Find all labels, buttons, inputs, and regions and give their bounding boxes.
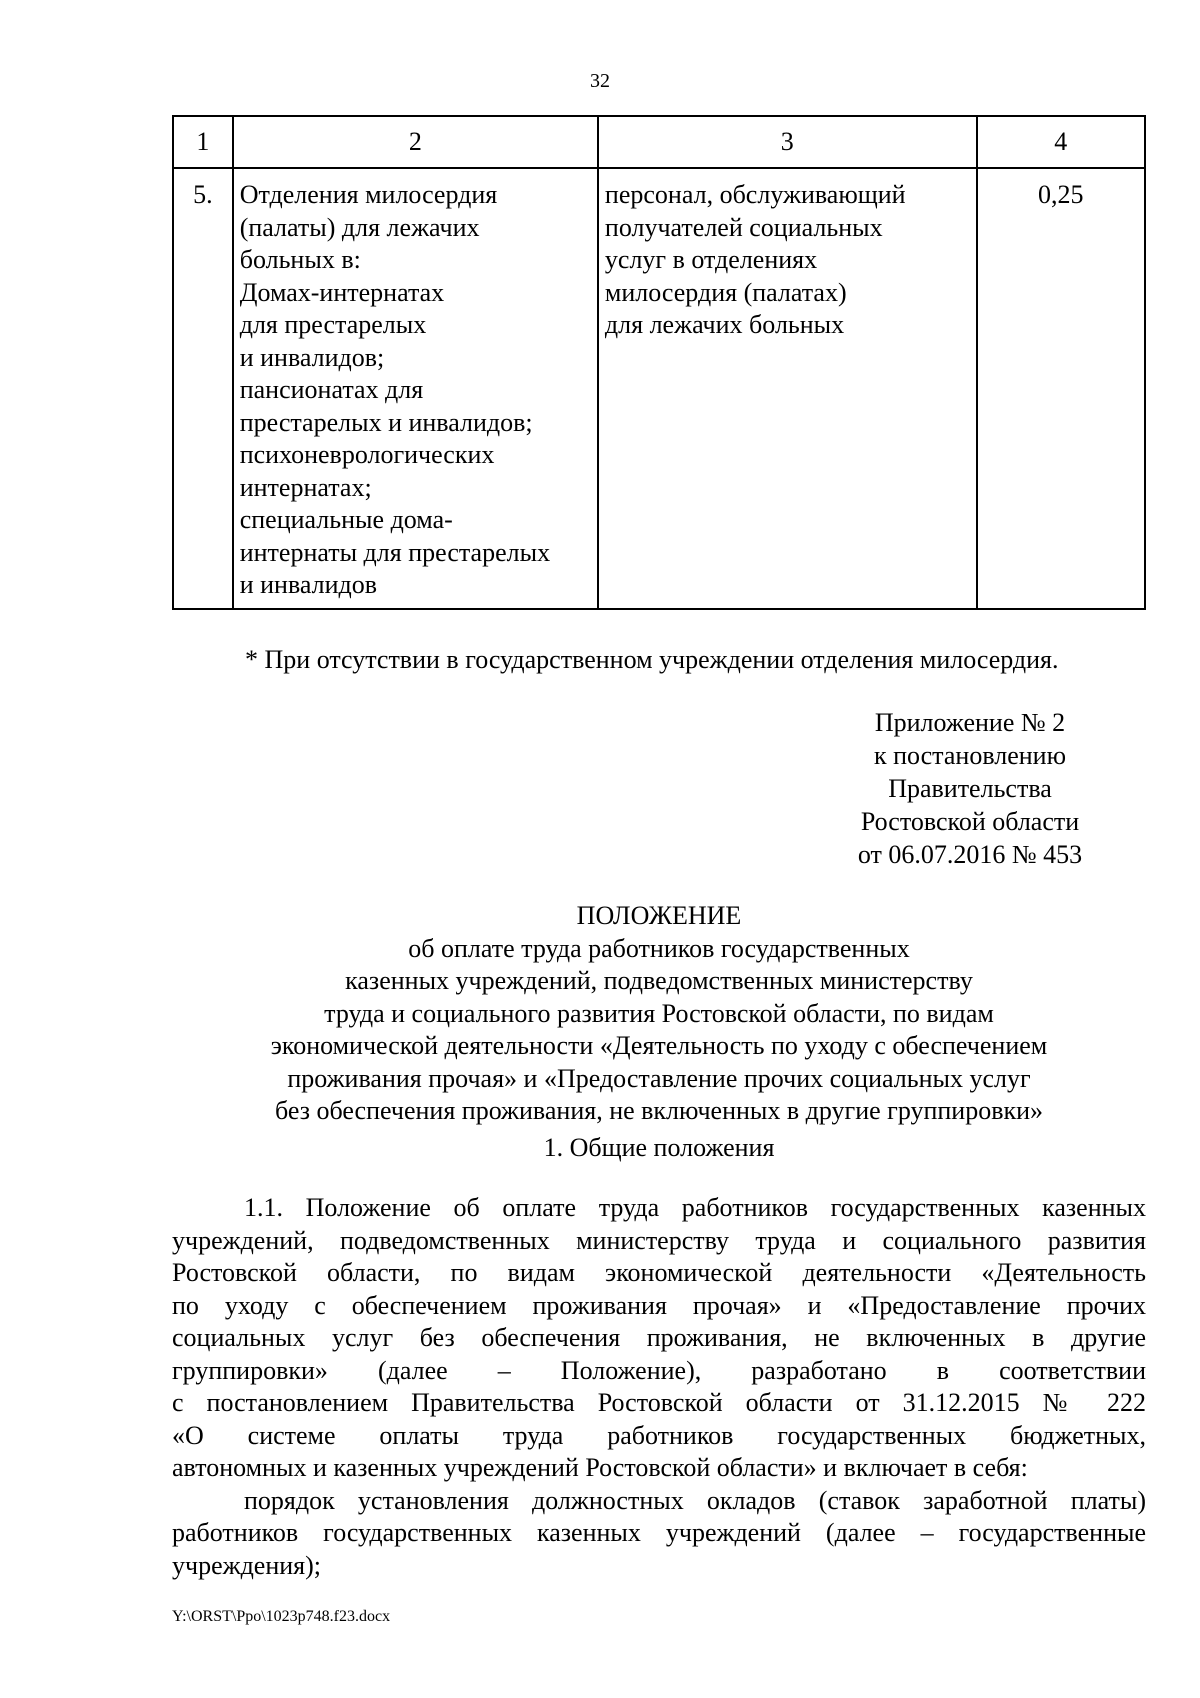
staff-line: получателей социальных: [604, 212, 883, 242]
table-header-cell: 3: [598, 116, 977, 168]
regulation-subtitle-line: об оплате труда работников государственных: [408, 933, 910, 963]
institution-line: пансионатах для: [239, 375, 424, 404]
regulation-title: ПОЛОЖЕНИЕ: [576, 901, 742, 930]
paragraph-line: работников государственных казенных учреждений (далее – государственные: [172, 1518, 1146, 1547]
institution-line: Домах-интернатах: [239, 277, 445, 307]
table-row: [173, 168, 1145, 609]
paragraph-line: 1.1. Положение об оплате труда работников государственных казенных: [244, 1193, 1146, 1222]
row-number-cell: 5.: [173, 168, 233, 609]
paragraph-line: порядок установления должностных окладов (ставок заработной платы): [244, 1485, 1146, 1515]
institution-line: интернаты для престарелых: [239, 537, 551, 567]
coefficient-cell: 0,25: [977, 168, 1145, 609]
institution-line: для престарелых: [239, 310, 427, 339]
institution-cell: [233, 168, 598, 609]
institution-line: и инвалидов: [239, 570, 378, 599]
institution-line: больных в:: [239, 245, 361, 274]
section-heading: 1. Общие положения: [543, 1133, 775, 1162]
institution-line: (палаты) для лежачих: [239, 212, 480, 242]
paragraph-line: «О системе оплаты труда работников государственных бюджетных,: [172, 1420, 1146, 1450]
institution-line: специальные дома-: [239, 505, 453, 534]
table-header-cell: 1: [173, 116, 233, 168]
regulation-subtitle-line: проживания прочая» и «Предоставление прочих социальных услуг: [287, 1063, 1031, 1093]
paragraph-line: группировки» (далее – Положение), разработано в соответствии: [172, 1355, 1146, 1385]
staff-line: услуг в отделениях: [604, 245, 818, 274]
regulation-subtitle-line: без обеспечения проживания, не включенных в другие группировки»: [274, 1096, 1044, 1125]
paragraph-line: учреждений, подведомственных министерству труда и социального развития: [172, 1225, 1146, 1255]
paragraph-line: учреждения);: [172, 1550, 322, 1580]
regulation-subtitle-line: труда и социального развития Ростовской области, по видам: [324, 998, 994, 1028]
regulation-subtitle-line: экономической деятельности «Деятельность по уходу с обеспечением: [270, 1031, 1048, 1060]
table-header-cell: 2: [233, 116, 598, 168]
appendix-line: Приложение № 2: [874, 708, 1066, 737]
staff-line: для лежачих больных: [604, 310, 845, 339]
appendix-line: Ростовской области: [860, 807, 1080, 836]
table-header-row: [173, 116, 1145, 168]
paragraph-line: Ростовской области, по видам экономической деятельности «Деятельность: [172, 1258, 1146, 1287]
appendix-reference: [820, 706, 1120, 871]
staff-coefficient-table: [172, 115, 1146, 610]
institution-line: Отделения милосердия: [239, 180, 498, 209]
appendix-line: Правительства: [888, 774, 1052, 803]
body-text: [172, 1192, 1146, 1582]
footnote: * При отсутствии в государственном учреждении отделения милосердия.: [245, 645, 1059, 674]
file-path-footer: Y:\ORST\Ppo\1023p748.f23.docx: [172, 1608, 391, 1625]
appendix-line: к постановлению: [873, 741, 1067, 770]
page-number: 32: [590, 70, 610, 92]
paragraph-line: автономных и казенных учреждений Ростовской области» и включает в себя:: [172, 1453, 1028, 1482]
regulation-subtitle-line: казенных учреждений, подведомственных министерству: [345, 966, 973, 995]
table-header-cell: 4: [977, 116, 1145, 168]
staff-line: персонал, обслуживающий: [604, 180, 906, 209]
regulation-title-block: [172, 900, 1146, 1128]
staff-cell: [598, 168, 977, 609]
institution-line: интернатах;: [239, 472, 372, 502]
paragraph-line: по уходу с обеспечением проживания прочая» и «Предоставление прочих: [172, 1290, 1146, 1320]
appendix-line: от 06.07.2016 № 453: [857, 840, 1083, 869]
institution-line: и инвалидов;: [239, 342, 385, 372]
paragraph-line: социальных услуг без обеспечения проживания, не включенных в другие: [172, 1323, 1146, 1352]
paragraph-line: с постановлением Правительства Ростовской области от 31.12.2015 № 222: [172, 1388, 1146, 1417]
staff-line: милосердия (палатах): [604, 277, 847, 307]
institution-line: престарелых и инвалидов;: [239, 407, 533, 437]
institution-line: психоневрологических: [239, 440, 495, 469]
